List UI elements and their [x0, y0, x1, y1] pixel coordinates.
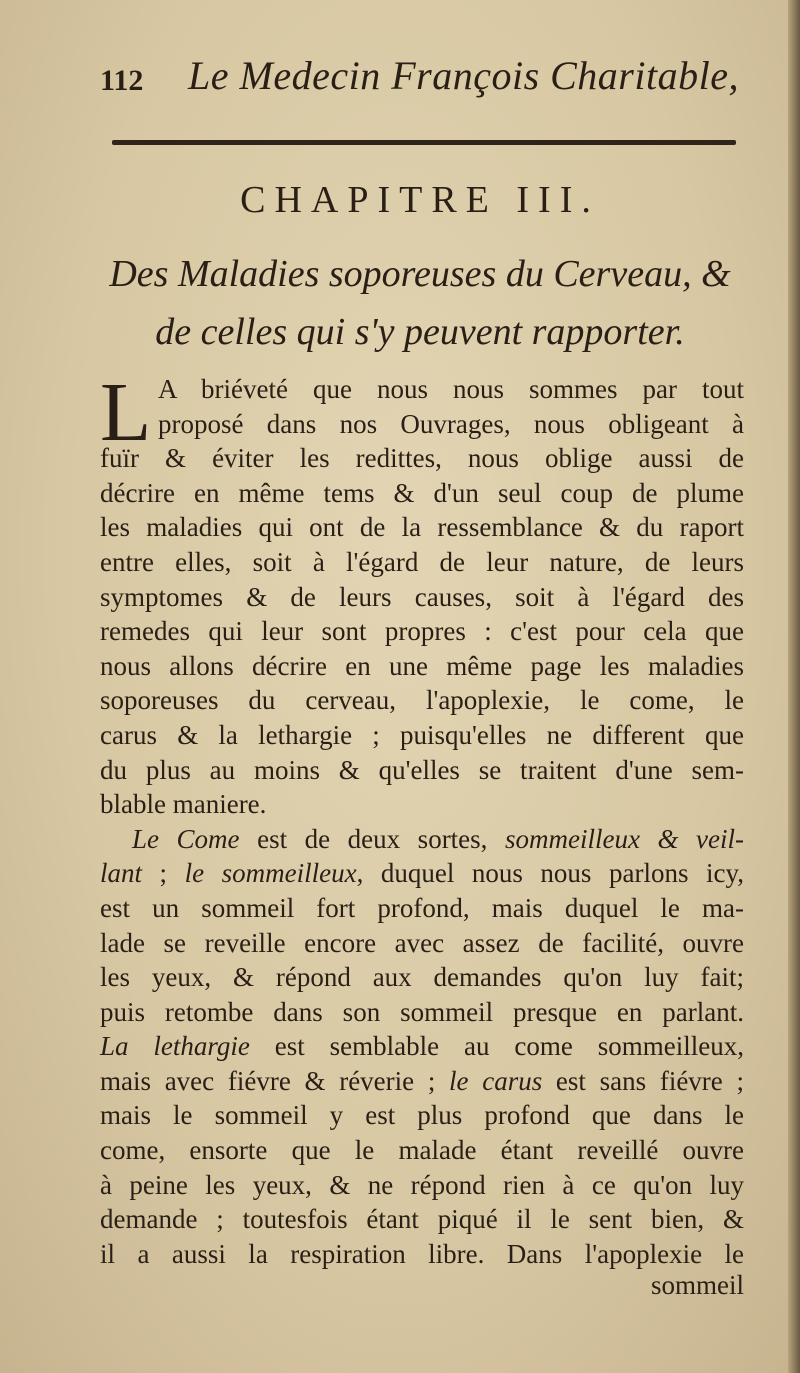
text-line: [100, 1029, 744, 1064]
term-veillant: lant: [100, 858, 143, 889]
page-number: 112: [100, 64, 144, 97]
text-line: demande ; toutesfois étant piqué il le sent bien, &: [100, 1204, 744, 1235]
text-line: A briéveté que nous nous sommes par tout: [158, 374, 744, 404]
term-lethargie: La lethargie: [100, 1031, 250, 1062]
text-span: ;: [142, 858, 185, 889]
text-line: les yeux, & répond aux demandes qu'on luy fait;: [100, 962, 744, 993]
text-span: , duquel nous nous parlons icy,: [356, 858, 744, 889]
drop-cap: L: [100, 366, 152, 459]
text-line: fuïr & éviter les redittes, nous oblige aussi de: [100, 443, 744, 474]
chapter-heading: CHAPITRE III.: [240, 179, 600, 221]
text-span: est de deux sortes,: [239, 823, 505, 854]
text-line: proposé dans nos Ouvrages, nous obligeant à: [158, 408, 744, 439]
text-span: est semblable au come sommeilleux,: [249, 1031, 744, 1062]
term-le-sommeilleux: le sommeilleux: [184, 858, 357, 889]
text-line: décrire en même tems & d'un seul coup de plume: [100, 477, 744, 508]
text-line: [100, 822, 744, 857]
text-line: come, ensorte que le malade étant reveillé ouvre: [100, 1135, 744, 1166]
text-line: mais le sommeil y est plus profond que dans le: [100, 1100, 744, 1131]
text-line: il a aussi la respiration libre. Dans l'apoplexie le: [100, 1238, 744, 1269]
text-line: carus & la lethargie ; puisqu'elles ne different que: [100, 719, 744, 750]
text-line: blable maniere.: [100, 789, 267, 820]
catchword: sommeil: [651, 1270, 744, 1300]
term-sommeilleux-veillant: sommeilleux & veil-: [504, 823, 744, 854]
term-carus: le carus: [449, 1065, 543, 1096]
text-line: nous allons décrire en une même page les maladies: [100, 650, 744, 681]
chapter-subtitle-line1: Des Maladies soporeuses du Cerveau, &: [109, 253, 731, 295]
text-line: lade se reveille encore avec assez de facilité, ouvre: [100, 927, 744, 958]
chapter-subtitle-line2: de celles qui s'y peuvent rapporter.: [155, 311, 685, 353]
text-line: [100, 856, 744, 891]
text-line: à peine les yeux, & ne répond rien à ce qu'on luy: [100, 1169, 744, 1200]
text-line: symptomes & de leurs causes, soit à l'égard des: [100, 581, 744, 612]
text-span: est sans fiévre ;: [542, 1065, 744, 1096]
text-line: est un sommeil fort profond, mais duquel le ma-: [100, 892, 744, 923]
running-head: [92, 52, 752, 104]
text-line: [100, 1064, 744, 1099]
text-line: remedes qui leur sont propres : c'est pour cela que: [100, 616, 744, 647]
text-span: mais avec fiévre & réverie ;: [100, 1065, 450, 1096]
text-line: soporeuses du cerveau, l'apoplexie, le come, le: [100, 685, 744, 716]
body-text: [100, 366, 744, 1271]
text-line: puis retombe dans son sommeil presque en parlant.: [100, 996, 744, 1027]
running-title: Le Medecin François Charitable,: [188, 53, 739, 98]
term-come: Le Come: [132, 823, 240, 854]
text-line: du plus au moins & qu'elles se traitent d'une sem-: [100, 754, 744, 785]
head-rule: [112, 140, 736, 145]
text-line: les maladies qui ont de la ressemblance & du raport: [100, 512, 744, 543]
text-line: entre elles, soit à l'égard de leur nature, de leurs: [100, 546, 744, 577]
